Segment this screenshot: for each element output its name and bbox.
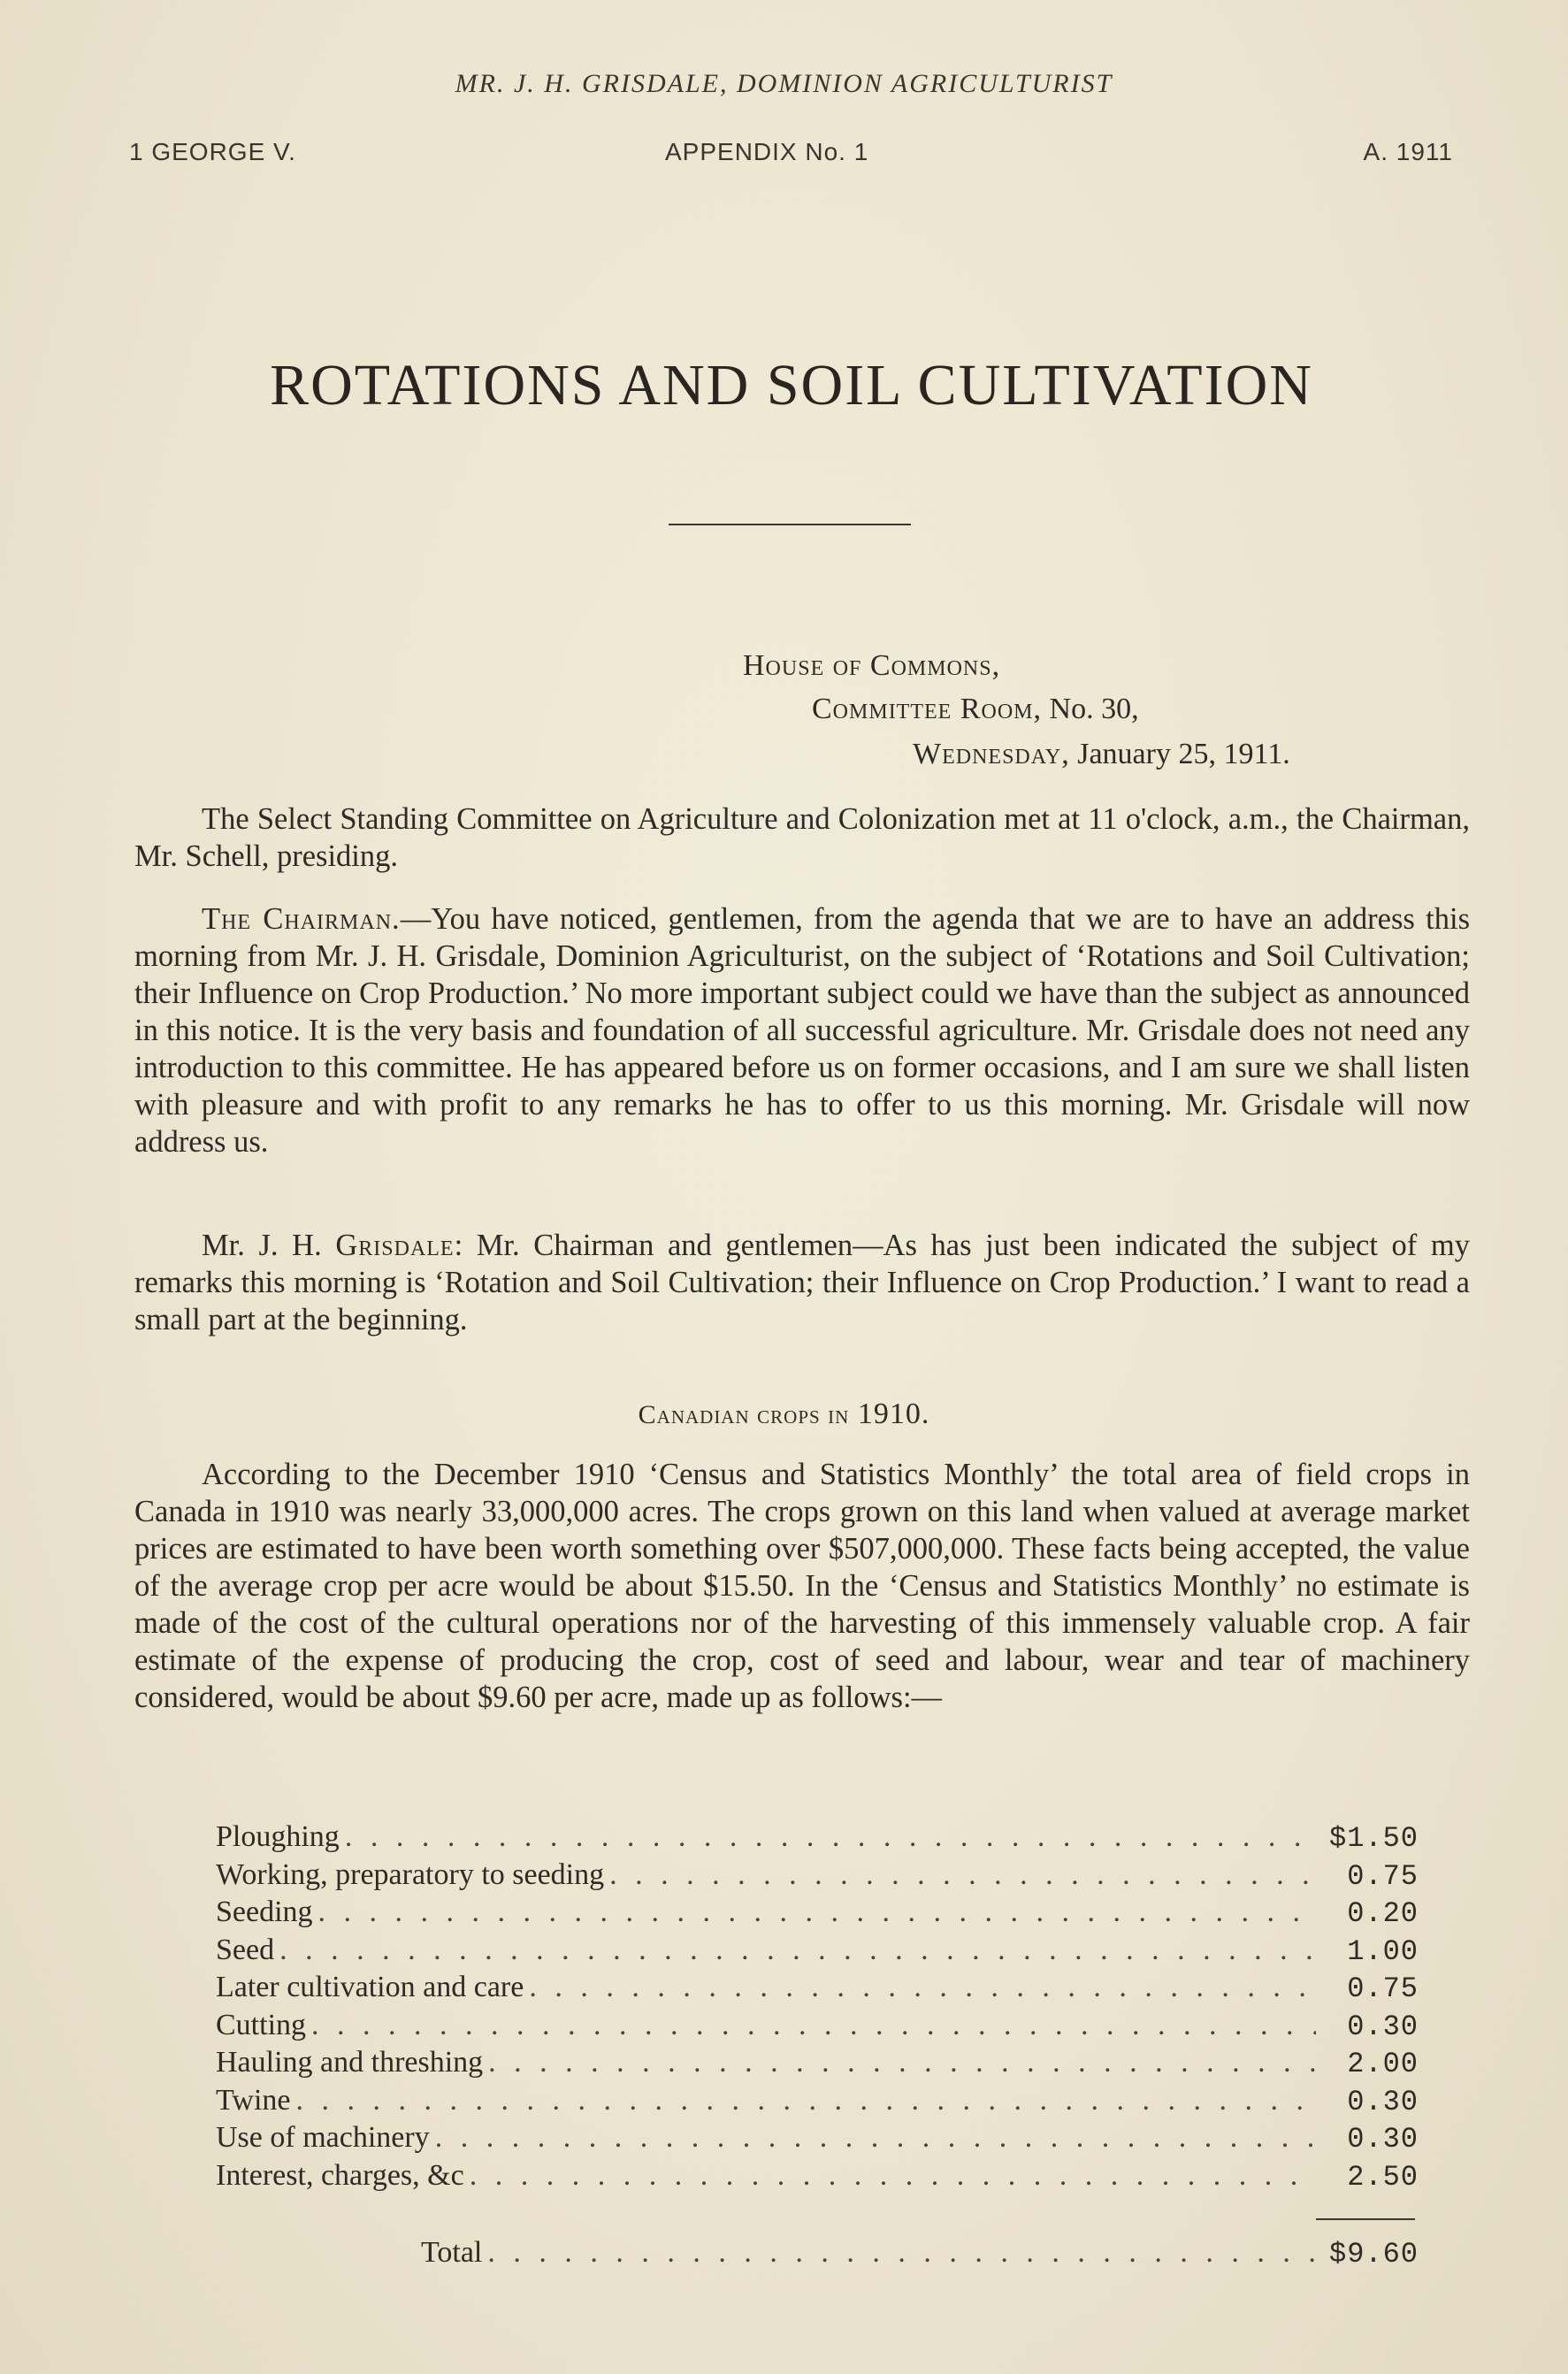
total-value: $9.60: [1328, 2238, 1419, 2271]
total-rule: [1316, 2218, 1415, 2220]
address-room: Committee Room,: [812, 693, 1043, 725]
cost-label: Seeding: [216, 1895, 313, 1928]
address-line-3: [913, 738, 1290, 771]
speaker-grisdale-prefix: Mr. J. H.: [202, 1229, 336, 1262]
address-weekday: Wednesday,: [913, 738, 1070, 770]
cost-value: 0.30: [1347, 2010, 1419, 2043]
cost-value: 2.50: [1347, 2160, 1419, 2194]
cost-value: 0.30: [1347, 2123, 1419, 2156]
paragraph-meeting-text: The Select Standing Committee on Agriculture and Colonization met at 11 o'clock, a.m., the Chairman, Mr. Schell, presiding.: [134, 802, 1470, 873]
leader-dots: [318, 1895, 1316, 1929]
cost-row: [216, 1858, 1419, 1896]
leader-dots: [279, 1934, 1316, 1967]
cost-table: [216, 1820, 1419, 2196]
cost-value: 0.20: [1347, 1897, 1419, 1930]
cost-label: Interest, charges, &c: [216, 2158, 464, 2192]
speaker-grisdale: Grisdale: [335, 1229, 455, 1262]
cost-label: Hauling and threshing: [216, 2046, 484, 2079]
header-appendix: APPENDIX No. 1: [665, 138, 869, 165]
cost-value: 0.75: [1347, 1972, 1419, 2005]
cost-value: 2.00: [1347, 2048, 1419, 2080]
cost-row: [216, 1820, 1419, 1858]
leader-dots: [609, 1858, 1316, 1892]
leader-dots: [488, 2046, 1316, 2079]
cost-row-total: [421, 2236, 1419, 2274]
section-heading-text: Canadian crops in: [638, 1400, 850, 1429]
cost-label: Seed: [216, 1933, 275, 1966]
cost-label: Ploughing: [216, 1820, 340, 1853]
paragraph-grisdale: [134, 1227, 1470, 1338]
leader-dots: [470, 2159, 1316, 2193]
cost-row: [216, 2121, 1419, 2159]
cost-row: [216, 2084, 1419, 2122]
paragraph-chairman-text: —You have noticed, gentlemen, from the agenda that we are to have an address this morning from Mr. J. H. Grisdale, Dominion Agriculturist, on the subject of ‘Rotations and Soil Cultivation; their Influence on Crop Production.’ No more important subject could we have than the subject as announced in this notice. It is the very basis and foundation of all successful agriculture. Mr. Grisdale does not need any introduction to this committee. He has appeared before us on former occasions, and I am sure we shall listen with pleasure and with profit to any remarks he has to offer to us this morning. Mr. Grisdale will now address us.: [134, 902, 1470, 1159]
cost-row: [216, 1895, 1419, 1934]
header-regnal-year: 1 GEORGE V.: [129, 138, 296, 165]
total-row: [421, 2236, 1419, 2274]
paragraph-meeting: [134, 800, 1470, 875]
leader-dots: [435, 2121, 1316, 2155]
paragraph-grisdale-text: : Mr. Chairman and gentlemen—As has just been indicated the subject of my remarks this morning is ‘Rotation and Soil Cultivation; their Influence on Crop Production.’ I want to read a small part at the beginning.: [134, 1229, 1470, 1336]
cost-row: [216, 1934, 1419, 1972]
cost-row: [216, 2159, 1419, 2197]
cost-value: $1.50: [1328, 1822, 1419, 1855]
address-line-1: [743, 649, 1000, 683]
cost-value: 0.30: [1347, 2085, 1419, 2118]
speaker-chairman: The Chairman.: [202, 902, 401, 936]
cost-label: Use of machinery: [216, 2121, 430, 2154]
paragraph-chairman: [134, 900, 1470, 1160]
cost-row: [216, 2046, 1419, 2084]
cost-row: [216, 2009, 1419, 2047]
total-label: Total: [421, 2236, 483, 2269]
cost-label: Twine: [216, 2083, 291, 2117]
leader-dots: [345, 1820, 1316, 1854]
title-divider: [669, 524, 911, 525]
address-room-number: No. 30,: [1042, 693, 1139, 725]
cost-row: [216, 1971, 1419, 2009]
paragraph-census-text: According to the December 1910 ‘Census and Statistics Monthly’ the total area of field crops in Canada in 1910 was nearly 33,000,000 acres. The crops grown on this land when valued at average market prices are estimated to have been worth something over $507,000,000. These facts being accepted, the value of the average crop per acre would be about $15.50. In the ‘Census and Statistics Monthly’ no estimate is made of the cost of the cultural operations nor of the harvesting of this immensely valuable crop. A fair estimate of the expense of producing the crop, cost of seed and labour, wear and tear of machinery considered, would be about $9.60 per acre, made up as follows:—: [134, 1458, 1470, 1714]
section-heading: [0, 1398, 1568, 1431]
cost-value: 0.75: [1347, 1859, 1419, 1893]
address-house: House of Commons,: [743, 649, 1001, 682]
leader-dots: [529, 1971, 1316, 2004]
leader-dots: [311, 2009, 1316, 2042]
page-title: ROTATIONS AND SOIL CULTIVATION: [270, 353, 1313, 417]
cost-value: 1.00: [1347, 1934, 1419, 1968]
address-line-2: [812, 693, 1139, 726]
leader-dots: [296, 2084, 1317, 2117]
paragraph-census: [134, 1456, 1470, 1716]
leader-dots: [487, 2236, 1316, 2270]
section-heading-year: 1910.: [849, 1398, 930, 1430]
cost-label: Cutting: [216, 2008, 307, 2041]
cost-label: Working, preparatory to seeding: [216, 1857, 605, 1891]
address-date: January 25, 1911.: [1069, 738, 1290, 770]
cost-label: Later cultivation and care: [216, 1971, 524, 2003]
header-year: A. 1911: [1363, 138, 1453, 165]
running-head: MR. J. H. GRISDALE, DOMINION AGRICULTURIST: [455, 69, 1113, 98]
